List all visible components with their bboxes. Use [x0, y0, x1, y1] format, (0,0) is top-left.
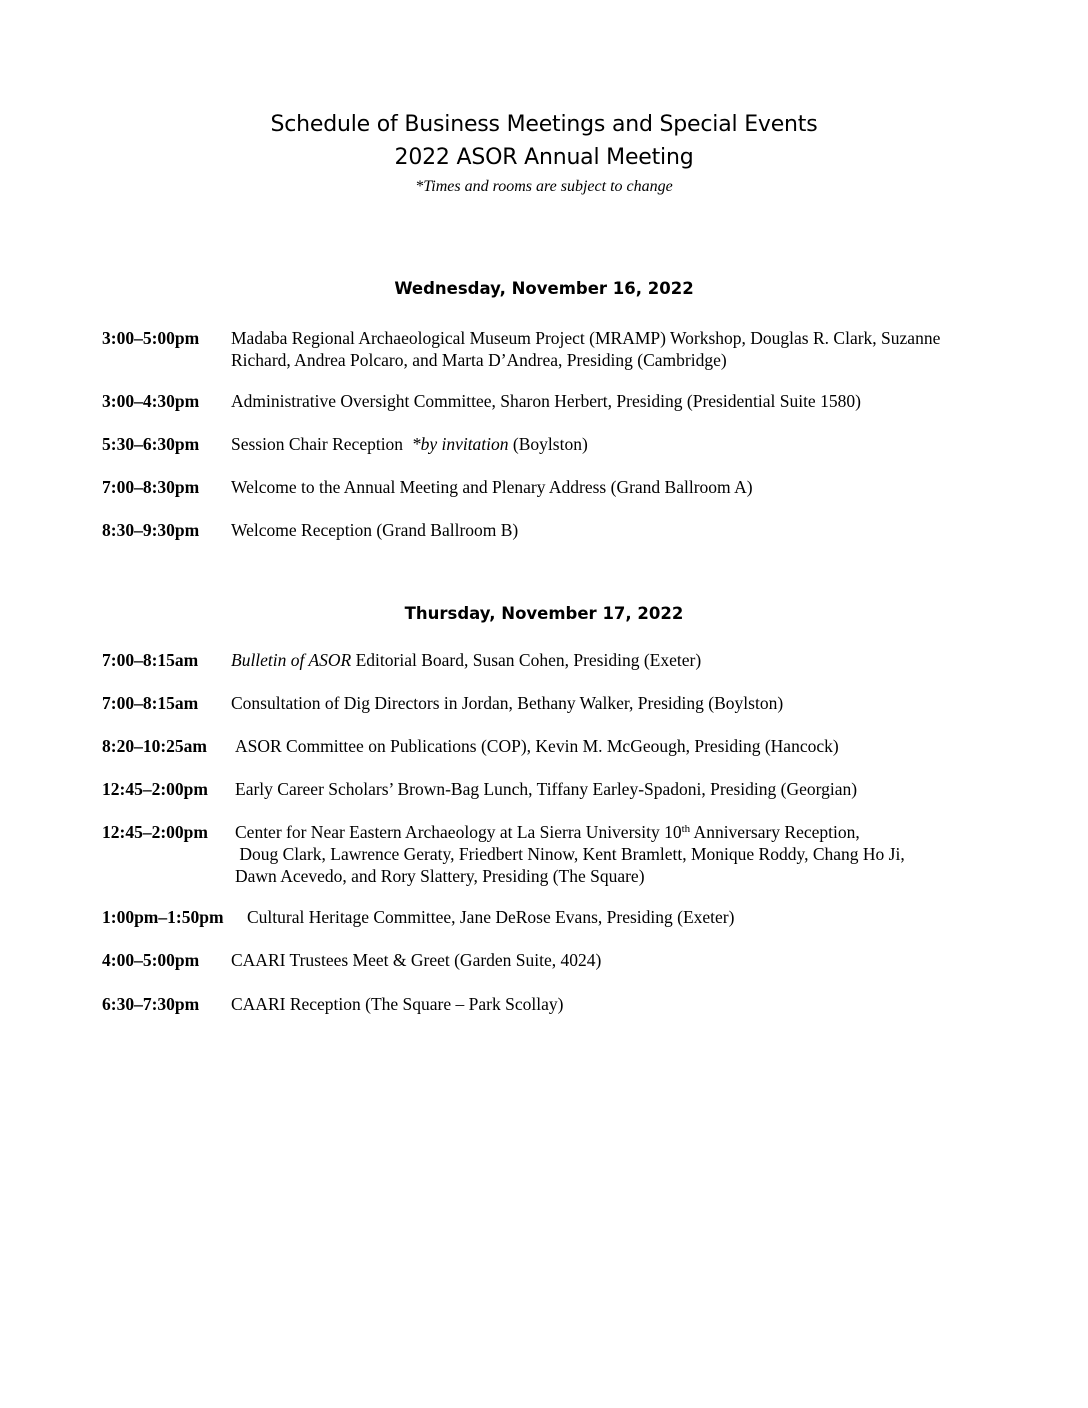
- event-time: 12:45–2:00pm: [102, 779, 208, 799]
- event-time: 8:30–9:30pm: [102, 520, 200, 540]
- event-description-line: Doug Clark, Lawrence Geraty, Friedbert Ninow, Kent Bramlett, Monique Roddy, Chang Ho Ji,: [235, 844, 905, 864]
- event-description-line: Administrative Oversight Committee, Sharon Herbert, Presiding (Presidential Suite 1580): [231, 391, 861, 411]
- event-description-line: ASOR Committee on Publications (COP), Kevin M. McGeough, Presiding (Hancock): [235, 736, 839, 756]
- event-description-line: Welcome Reception (Grand Ballroom B): [231, 520, 519, 540]
- event-description: [231, 949, 1028, 971]
- event-description: [231, 692, 1028, 714]
- event-time: 12:45–2:00pm: [102, 822, 208, 842]
- day-heading-wednesday: Wednesday, November 16, 2022: [394, 279, 694, 298]
- page-title: Schedule of Business Meetings and Special Events: [270, 112, 818, 137]
- event-description-line: Consultation of Dig Directors in Jordan, Bethany Walker, Presiding (Boylston): [231, 693, 784, 713]
- event-description: [231, 476, 1028, 498]
- event-description-line: Welcome to the Annual Meeting and Plenary Address (Grand Ballroom A): [231, 477, 753, 497]
- event-description-line: CAARI Trustees Meet & Greet (Garden Suite, 4024): [231, 950, 602, 970]
- event-location: (Boylston): [508, 434, 588, 454]
- event-description-text: Anniversary Reception,: [690, 822, 860, 842]
- event-description: [235, 735, 1028, 757]
- day-heading-thursday: Thursday, November 17, 2022: [404, 604, 684, 623]
- event-time: 6:30–7:30pm: [102, 994, 200, 1014]
- event-description: [231, 433, 1028, 455]
- schedule-note: *Times and rooms are subject to change: [415, 178, 673, 195]
- publication-title: Bulletin of ASOR: [231, 650, 352, 670]
- event-row: [102, 821, 1028, 887]
- event-description-line: Early Career Scholars’ Brown-Bag Lunch, Tiffany Earley-Spadoni, Presiding (Georgian): [235, 779, 858, 799]
- event-description-line: Cultural Heritage Committee, Jane DeRose Evans, Presiding (Exeter): [247, 907, 735, 927]
- event-description-line: Dawn Acevedo, and Rory Slattery, Presiding (The Square): [235, 866, 645, 886]
- event-time: 5:30–6:30pm: [102, 434, 200, 454]
- event-time: 7:00–8:15am: [102, 693, 199, 713]
- event-description: [231, 327, 1028, 371]
- event-description: [231, 993, 1028, 1015]
- event-time: 7:00–8:30pm: [102, 477, 200, 497]
- event-time: 7:00–8:15am: [102, 650, 199, 670]
- event-description: [231, 390, 1028, 412]
- page-subtitle: 2022 ASOR Annual Meeting: [394, 145, 694, 170]
- event-time: 1:00pm–1:50pm: [102, 907, 224, 927]
- event-time: 3:00–5:00pm: [102, 328, 200, 348]
- event-description-text: Editorial Board, Susan Cohen, Presiding (Exeter): [351, 650, 702, 670]
- event-description: [231, 649, 1028, 671]
- event-description: [235, 821, 1028, 887]
- event-row: [102, 327, 1028, 371]
- event-description: [231, 519, 1028, 541]
- event-description: [235, 778, 1028, 800]
- event-description-text: Center for Near Eastern Archaeology at La Sierra University 10: [235, 822, 682, 842]
- event-description-line: Richard, Andrea Polcaro, and Marta D’Andrea, Presiding (Cambridge): [231, 350, 727, 370]
- event-time: 8:20–10:25am: [102, 736, 207, 756]
- event-description: [247, 906, 1028, 928]
- event-description-line: Madaba Regional Archaeological Museum Project (MRAMP) Workshop, Douglas R. Clark, Suzanne: [231, 328, 941, 348]
- event-time: 3:00–4:30pm: [102, 391, 200, 411]
- event-description-line: CAARI Reception (The Square – Park Scollay): [231, 994, 564, 1014]
- ordinal-suffix: th: [681, 823, 691, 835]
- invitation-note: *by invitation: [411, 434, 509, 454]
- event-time: 4:00–5:00pm: [102, 950, 200, 970]
- event-description-text: Session Chair Reception: [231, 434, 412, 454]
